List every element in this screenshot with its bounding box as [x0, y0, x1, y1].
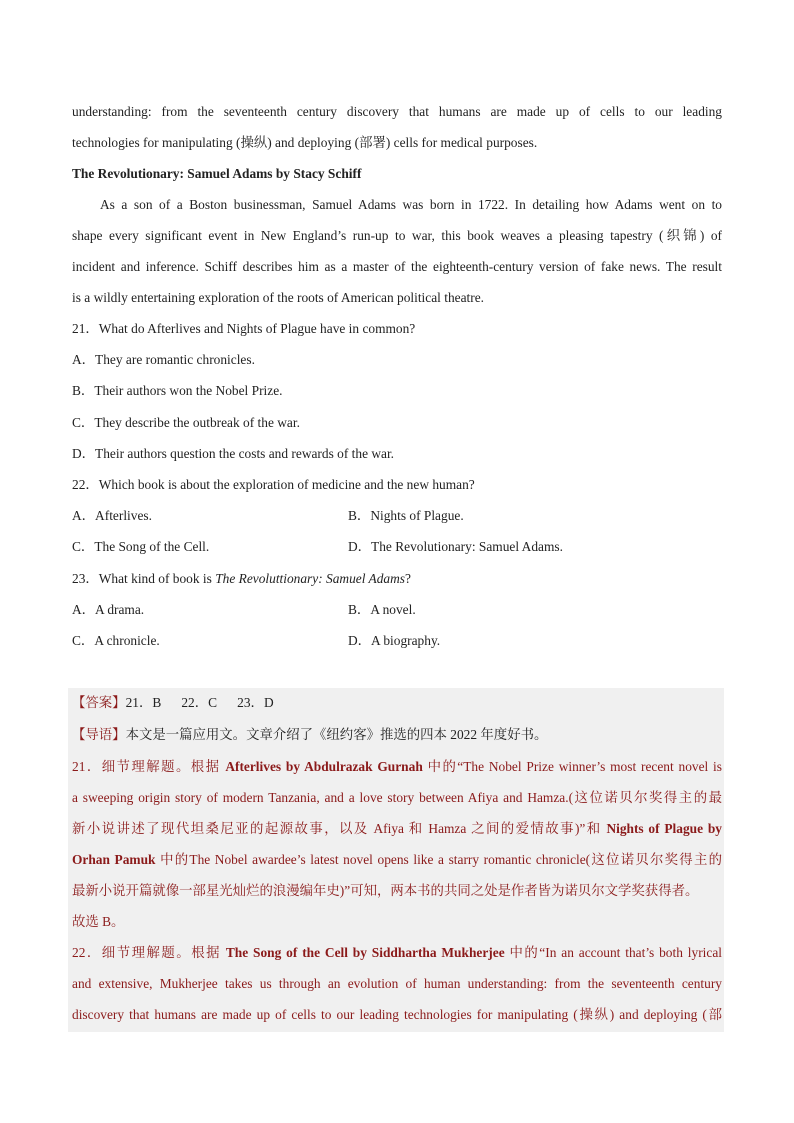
- explanation-line: and extensive, Mukherjee takes us through an evolution of human understanding: from the seventeenth century: [72, 976, 722, 991]
- book-title: The Revoluttionary: Samuel Adams: [215, 571, 405, 586]
- option-d: D．Their authors question the costs and rewards of the war.: [72, 446, 395, 461]
- book-reference: Nights of Plague by: [606, 821, 722, 836]
- explanation-text: 新小说讲述了现代坦桑尼亚的起源故事，以及 Afiya 和 Hamza 之间的爱情故事)”和: [72, 821, 607, 836]
- passage-line: technologies for manipulating (操纵) and deploying (部署) cells for medical purposes.: [72, 135, 538, 150]
- explanation-line: 故选 B。: [72, 914, 125, 929]
- guide-line: [72, 725, 722, 745]
- option-row: [72, 600, 722, 620]
- answer-text: 21．B 22．C 23．D: [125, 695, 274, 710]
- explanation-line: discovery that humans are made up of cells to our leading technologies for manipulating (操纵) and deploying (部: [72, 1007, 722, 1022]
- explanation-text: 22．细节理解题。根据: [72, 945, 226, 960]
- option-d: D．The Revolutionary: Samuel Adams.: [348, 539, 563, 554]
- stem-text: 23．What kind of book is: [72, 571, 216, 586]
- option-c: C．The Song of the Cell.: [72, 539, 210, 554]
- explanation-line: [72, 757, 722, 777]
- book-reference: Orhan Pamuk: [72, 852, 156, 867]
- explanation-line: 最新小说开篇就像一部星光灿烂的浪漫编年史)”可知，两本书的共同之处是作者皆为诺贝尔文学奖获得者。: [72, 883, 699, 898]
- explanation-line: a sweeping origin story of modern Tanzania, and a love story between Afiya and Hamza.(这位诺贝尔奖得主的最: [72, 790, 722, 805]
- explanation-line: [72, 850, 722, 870]
- question-stem: [72, 569, 722, 589]
- passage-line: understanding: from the seventeenth century discovery that humans are made up of cells to our leading: [72, 104, 722, 119]
- question-stem: 21．What do Afterlives and Nights of Plague have in common?: [72, 321, 416, 336]
- option-row: [72, 537, 722, 557]
- option-a: A．They are romantic chronicles.: [72, 352, 255, 367]
- explanation-line: [72, 943, 722, 963]
- explanation-line: [72, 819, 722, 839]
- answer-label: 【答案】: [72, 695, 126, 710]
- option-a: A．A drama.: [72, 602, 145, 617]
- explanation-text: 中的“The Nobel Prize winner’s most recent novel is: [422, 759, 722, 774]
- option-b: B．A novel.: [348, 602, 416, 617]
- option-row: [72, 506, 722, 526]
- option-a: A．Afterlives.: [72, 508, 152, 523]
- stem-text: ?: [405, 571, 411, 586]
- option-c: C．A chronicle.: [72, 633, 160, 648]
- passage-line: incident and inference. Schiff describes him as a master of the eighteenth-century version of fake news. The result: [72, 259, 722, 274]
- guide-label: 【导语】: [72, 727, 126, 742]
- explanation-text: 中的The Nobel awardee’s latest novel opens like a starry romantic chronicle(这位诺贝尔奖得主的: [155, 852, 722, 867]
- passage-line: As a son of a Boston businessman, Samuel Adams was born in 1722. In detailing how Adams went on to: [100, 197, 722, 212]
- option-b: B．Nights of Plague.: [348, 508, 464, 523]
- section-heading: The Revolutionary: Samuel Adams by Stacy Schiff: [72, 166, 362, 181]
- option-d: D．A biography.: [348, 633, 441, 648]
- passage-line: is a wildly entertaining exploration of the roots of American political theatre.: [72, 290, 485, 305]
- option-b: B．Their authors won the Nobel Prize.: [72, 383, 283, 398]
- guide-text: 本文是一篇应用文。文章介绍了《纽约客》推选的四本 2022 年度好书。: [125, 727, 548, 742]
- passage-line: shape every significant event in New England’s run-up to war, this book weaves a pleasing tapestry (织锦) of: [72, 228, 722, 243]
- book-reference: The Song of the Cell by Siddhartha Mukherjee: [225, 945, 505, 960]
- question-stem: 22．Which book is about the exploration of medicine and the new human?: [72, 477, 475, 492]
- book-reference: Afterlives by Abdulrazak Gurnah: [225, 759, 423, 774]
- explanation-text: 中的“In an account that’s both lyrical: [504, 945, 722, 960]
- answer-line: [72, 693, 722, 713]
- option-c: C．They describe the outbreak of the war.: [72, 415, 300, 430]
- option-row: [72, 631, 722, 651]
- explanation-text: 21．细节理解题。根据: [72, 759, 226, 774]
